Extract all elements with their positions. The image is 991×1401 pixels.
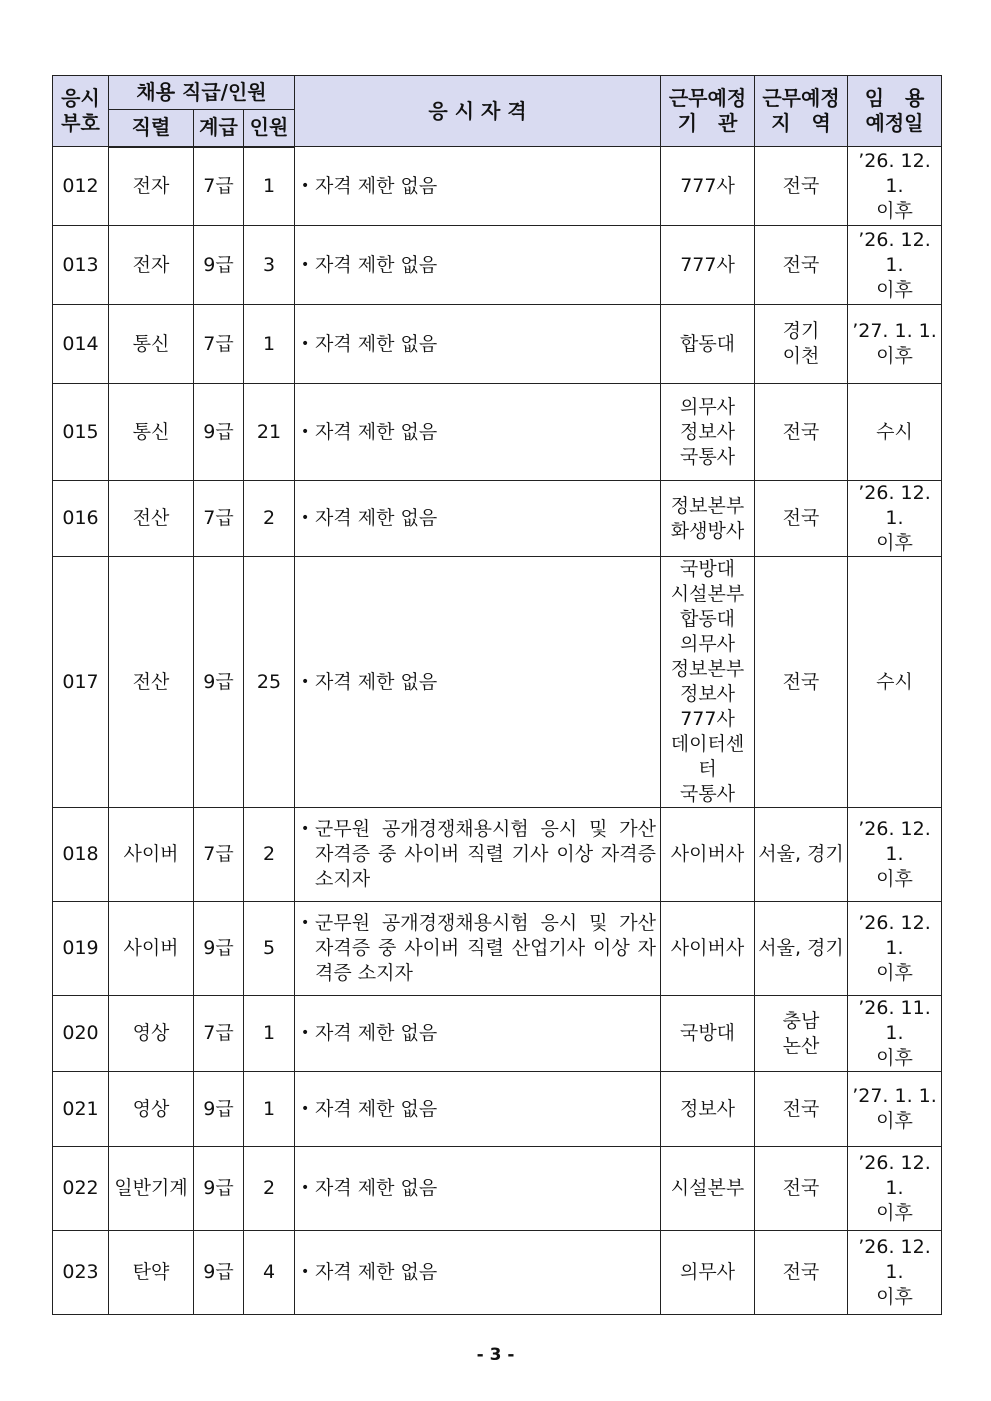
agency-cell-text: 사이버사 (670, 937, 745, 959)
grade-cell-text: 7급 (203, 174, 234, 197)
grade-cell-text: 9급 (203, 1261, 234, 1283)
appointment-date-cell (848, 996, 942, 1072)
qualification-cell (295, 1147, 661, 1231)
series-cell-text: 사이버 (123, 937, 179, 959)
exam-number-cell-text: 012 (62, 174, 99, 197)
agency-cell-text: 777사 (680, 253, 735, 276)
appointment-date-cell-text: ’26. 12. 1. 이후 (858, 1236, 931, 1308)
appointment-date-cell-text: ’26. 12. 1. 이후 (858, 1152, 931, 1224)
header-exam-number-line1: 응시 (61, 86, 100, 110)
table-row (53, 226, 942, 305)
region-cell-text: 전국 (782, 1097, 820, 1120)
exam-number-cell-text: 021 (62, 1097, 99, 1120)
region-cell-text: 서울, 경기 (758, 843, 844, 865)
bullet-icon: • (301, 256, 310, 273)
bullet-icon: • (301, 673, 310, 690)
region-cell (755, 1231, 848, 1315)
region-cell (755, 305, 848, 384)
grade-cell-text: 7급 (203, 507, 234, 529)
region-cell (755, 996, 848, 1072)
grade-cell-text: 9급 (203, 1177, 234, 1199)
region-cell-text: 전국 (782, 507, 820, 529)
grade-cell (194, 481, 244, 557)
region-cell (755, 226, 848, 305)
agency-cell-text: 국방대 시설본부 합동대 의무사 정보본부 정보사 777사 데이터센터 국통사 (670, 558, 745, 805)
table-row (53, 384, 942, 481)
grade-cell-text: 9급 (203, 937, 234, 959)
appointment-date-cell (848, 147, 942, 226)
qualification-text: 자격 제한 없음 (315, 670, 438, 693)
region-cell (755, 1147, 848, 1231)
agency-cell (661, 481, 755, 557)
qualification-text: 자격 제한 없음 (315, 1022, 438, 1044)
bullet-icon: • (301, 1264, 310, 1280)
exam-number-cell-text: 015 (62, 420, 99, 443)
region-cell (755, 147, 848, 226)
header-appointment-date (848, 76, 942, 147)
header-agency (661, 76, 755, 147)
qualification-text: 자격 제한 없음 (315, 420, 438, 443)
qualification-text: 자격 제한 없음 (315, 507, 438, 529)
count-cell-text: 5 (262, 937, 276, 959)
qualification-text: 자격 제한 없음 (315, 332, 438, 355)
table-row (53, 557, 942, 808)
region-cell-text: 전국 (782, 1177, 820, 1199)
appointment-date-cell-text: ’26. 12. 1. 이후 (858, 482, 931, 554)
count-cell (244, 1072, 295, 1147)
qualification-text: 자격 제한 없음 (315, 1097, 438, 1120)
appointment-date-cell (848, 226, 942, 305)
qualification-text: 군무원 공개경쟁채용시험 응시 및 가산 자격증 중 사이버 직렬 산업기사 이상 자격증 소지자 (315, 912, 656, 984)
table-row (53, 147, 942, 226)
region-cell-text: 전국 (782, 174, 820, 197)
region-cell-text: 서울, 경기 (758, 937, 844, 959)
table-row (53, 1231, 942, 1315)
grade-cell-text: 7급 (203, 843, 234, 865)
exam-number-cell (53, 305, 109, 384)
count-cell (244, 808, 295, 902)
qualification-text: 자격 제한 없음 (315, 253, 438, 276)
exam-number-cell (53, 902, 109, 996)
region-cell (755, 902, 848, 996)
qualification-cell (295, 384, 661, 481)
exam-number-cell (53, 481, 109, 557)
agency-cell (661, 902, 755, 996)
series-cell-text: 영상 (132, 1097, 170, 1120)
grade-cell-text: 9급 (203, 420, 234, 443)
count-cell-text: 2 (262, 843, 276, 865)
exam-number-cell-text: 022 (62, 1177, 99, 1199)
region-cell (755, 384, 848, 481)
bullet-icon: • (301, 1180, 310, 1196)
count-cell-text: 4 (262, 1261, 276, 1283)
count-cell (244, 226, 295, 305)
header-qualification: 응 시 자 격 (295, 76, 661, 147)
header-exam-number-line2: 부호 (61, 111, 100, 135)
series-cell (109, 902, 194, 996)
header-agency-line1: 근무예정 (668, 86, 747, 110)
region-cell (755, 1072, 848, 1147)
count-cell (244, 1231, 295, 1315)
bullet-icon: • (301, 915, 310, 931)
agency-cell (661, 305, 755, 384)
count-cell-text: 1 (262, 1097, 276, 1120)
series-cell (109, 808, 194, 902)
qualification-cell (295, 996, 661, 1072)
region-cell-text: 충남 논산 (782, 1009, 820, 1057)
table-row (53, 808, 942, 902)
grade-cell (194, 147, 244, 226)
series-cell (109, 226, 194, 305)
series-cell (109, 996, 194, 1072)
agency-cell-text: 시설본부 (670, 1177, 745, 1199)
qualification-cell (295, 808, 661, 902)
series-cell (109, 1147, 194, 1231)
region-cell-text: 전국 (782, 670, 820, 693)
grade-cell (194, 808, 244, 902)
exam-number-cell-text: 013 (62, 253, 99, 276)
agency-cell (661, 996, 755, 1072)
qualification-text: 군무원 공개경쟁채용시험 응시 및 가산 자격증 중 사이버 직렬 기사 이상 자격증 소지자 (315, 818, 656, 890)
agency-cell (661, 1231, 755, 1315)
qualification-text: 자격 제한 없음 (315, 1177, 438, 1199)
agency-cell-text: 의무사 (679, 1261, 736, 1283)
header-grade: 계급 (194, 110, 244, 147)
series-cell-text: 전산 (132, 670, 170, 693)
table-row (53, 1072, 942, 1147)
series-cell (109, 557, 194, 808)
page-number: - 3 - (476, 1345, 515, 1365)
qualification-text: 자격 제한 없음 (315, 1261, 438, 1283)
grade-cell (194, 1072, 244, 1147)
count-cell (244, 902, 295, 996)
series-cell-text: 전자 (132, 253, 170, 276)
series-cell-text: 통신 (132, 332, 170, 355)
agency-cell-text: 의무사 정보사 국통사 (679, 395, 736, 468)
count-cell-text: 2 (262, 1177, 276, 1199)
grade-cell-text: 9급 (203, 1097, 234, 1120)
header-exam-number (53, 76, 109, 147)
agency-cell-text: 사이버사 (670, 843, 745, 865)
exam-number-cell-text: 023 (62, 1261, 99, 1283)
header-count: 인원 (244, 110, 295, 147)
agency-cell-text: 국방대 (679, 1022, 736, 1044)
qualification-cell (295, 305, 661, 384)
qualification-text: 자격 제한 없음 (315, 174, 438, 197)
grade-cell-text: 9급 (203, 253, 234, 276)
header-region-line2: 지 역 (771, 111, 831, 135)
grade-cell (194, 902, 244, 996)
agency-cell-text: 정보사 (679, 1097, 736, 1120)
qualification-cell (295, 226, 661, 305)
count-cell-text: 25 (256, 670, 282, 693)
qualification-cell (295, 557, 661, 808)
exam-number-cell (53, 557, 109, 808)
agency-cell (661, 808, 755, 902)
exam-number-cell-text: 018 (62, 843, 99, 865)
grade-cell (194, 557, 244, 808)
grade-cell (194, 1231, 244, 1315)
appointment-date-cell-text: ’27. 1. 1. 이후 (852, 1085, 937, 1132)
appointment-date-cell (848, 808, 942, 902)
appointment-date-cell (848, 481, 942, 557)
exam-number-cell-text: 014 (62, 332, 99, 355)
qualification-cell (295, 902, 661, 996)
grade-cell (194, 384, 244, 481)
header-position-group: 채용 직급/인원 (109, 76, 295, 110)
appointment-date-cell-text: ’27. 1. 1. 이후 (852, 320, 937, 367)
bullet-icon: • (301, 821, 310, 837)
header-date-line2: 예정일 (865, 111, 924, 135)
exam-number-cell (53, 996, 109, 1072)
count-cell-text: 1 (262, 332, 276, 355)
agency-cell-text: 777사 (680, 174, 735, 197)
header-date-line1: 임 용 (864, 86, 925, 110)
grade-cell (194, 226, 244, 305)
bullet-icon: • (301, 1100, 310, 1117)
agency-cell (661, 1147, 755, 1231)
exam-number-cell-text: 019 (62, 937, 99, 959)
series-cell-text: 탄약 (132, 1261, 170, 1283)
agency-cell (661, 147, 755, 226)
series-cell (109, 305, 194, 384)
exam-number-cell (53, 1072, 109, 1147)
exam-number-cell (53, 1147, 109, 1231)
count-cell-text: 1 (262, 174, 276, 197)
count-cell (244, 557, 295, 808)
region-cell (755, 481, 848, 557)
appointment-date-cell-text: 수시 (876, 670, 913, 693)
bullet-icon: • (301, 177, 310, 194)
region-cell (755, 808, 848, 902)
series-cell-text: 사이버 (123, 843, 179, 865)
appointment-date-cell-text: ’26. 12. 1. 이후 (858, 149, 931, 222)
recruitment-table (52, 75, 942, 1315)
series-cell (109, 384, 194, 481)
exam-number-cell (53, 147, 109, 226)
exam-number-cell (53, 1231, 109, 1315)
table-row (53, 902, 942, 996)
series-cell (109, 1072, 194, 1147)
count-cell (244, 384, 295, 481)
count-cell (244, 1147, 295, 1231)
region-cell (755, 557, 848, 808)
series-cell-text: 영상 (132, 1022, 170, 1044)
agency-cell (661, 384, 755, 481)
series-cell (109, 1231, 194, 1315)
region-cell-text: 전국 (782, 420, 820, 443)
appointment-date-cell (848, 384, 942, 481)
region-cell-text: 전국 (782, 1261, 820, 1283)
count-cell-text: 21 (256, 420, 282, 443)
series-cell-text: 전자 (132, 174, 170, 197)
series-cell-text: 통신 (132, 420, 170, 443)
appointment-date-cell-text: ’26. 12. 1. 이후 (858, 818, 931, 890)
header-region-line1: 근무예정 (762, 86, 840, 110)
appointment-date-cell (848, 1147, 942, 1231)
table-row (53, 305, 942, 384)
agency-cell-text: 정보본부 화생방사 (670, 494, 745, 542)
region-cell-text: 전국 (782, 253, 820, 276)
header-series: 직렬 (109, 110, 194, 147)
series-cell-text: 일반기계 (114, 1177, 188, 1199)
count-cell (244, 996, 295, 1072)
exam-number-cell-text: 017 (62, 670, 99, 693)
appointment-date-cell-text: ’26. 11. 1. 이후 (858, 997, 931, 1069)
table-row (53, 996, 942, 1072)
qualification-cell (295, 147, 661, 226)
agency-cell (661, 226, 755, 305)
bullet-icon: • (301, 510, 310, 526)
appointment-date-cell (848, 1072, 942, 1147)
bullet-icon: • (301, 423, 310, 440)
table-body (53, 147, 942, 1315)
series-cell (109, 481, 194, 557)
count-cell-text: 1 (262, 1022, 276, 1044)
series-cell-text: 전산 (132, 507, 170, 529)
agency-cell (661, 1072, 755, 1147)
region-cell-text: 경기 이천 (782, 320, 820, 367)
grade-cell-text: 7급 (203, 1022, 234, 1044)
exam-number-cell-text: 020 (62, 1022, 99, 1044)
grade-cell (194, 305, 244, 384)
appointment-date-cell (848, 305, 942, 384)
appointment-date-cell (848, 1231, 942, 1315)
count-cell (244, 481, 295, 557)
appointment-date-cell-text: 수시 (876, 420, 913, 443)
agency-cell-text: 합동대 (679, 332, 736, 355)
count-cell (244, 305, 295, 384)
exam-number-cell (53, 808, 109, 902)
header-agency-line2: 기 관 (677, 111, 738, 135)
appointment-date-cell-text: ’26. 12. 1. 이후 (858, 228, 931, 301)
table-row (53, 1147, 942, 1231)
agency-cell (661, 557, 755, 808)
qualification-cell (295, 481, 661, 557)
series-cell (109, 147, 194, 226)
header-region (755, 76, 848, 147)
count-cell-text: 2 (262, 507, 276, 529)
exam-number-cell-text: 016 (62, 507, 99, 529)
exam-number-cell (53, 226, 109, 305)
bullet-icon: • (301, 335, 310, 352)
exam-number-cell (53, 384, 109, 481)
bullet-icon: • (301, 1025, 310, 1041)
qualification-cell (295, 1072, 661, 1147)
appointment-date-cell (848, 557, 942, 808)
appointment-date-cell (848, 902, 942, 996)
table-header (53, 76, 942, 147)
table-row (53, 481, 942, 557)
grade-cell (194, 1147, 244, 1231)
grade-cell (194, 996, 244, 1072)
qualification-cell (295, 1231, 661, 1315)
grade-cell-text: 7급 (203, 332, 234, 355)
appointment-date-cell-text: ’26. 12. 1. 이후 (858, 912, 931, 984)
grade-cell-text: 9급 (203, 670, 234, 693)
count-cell (244, 147, 295, 226)
count-cell-text: 3 (262, 253, 276, 276)
